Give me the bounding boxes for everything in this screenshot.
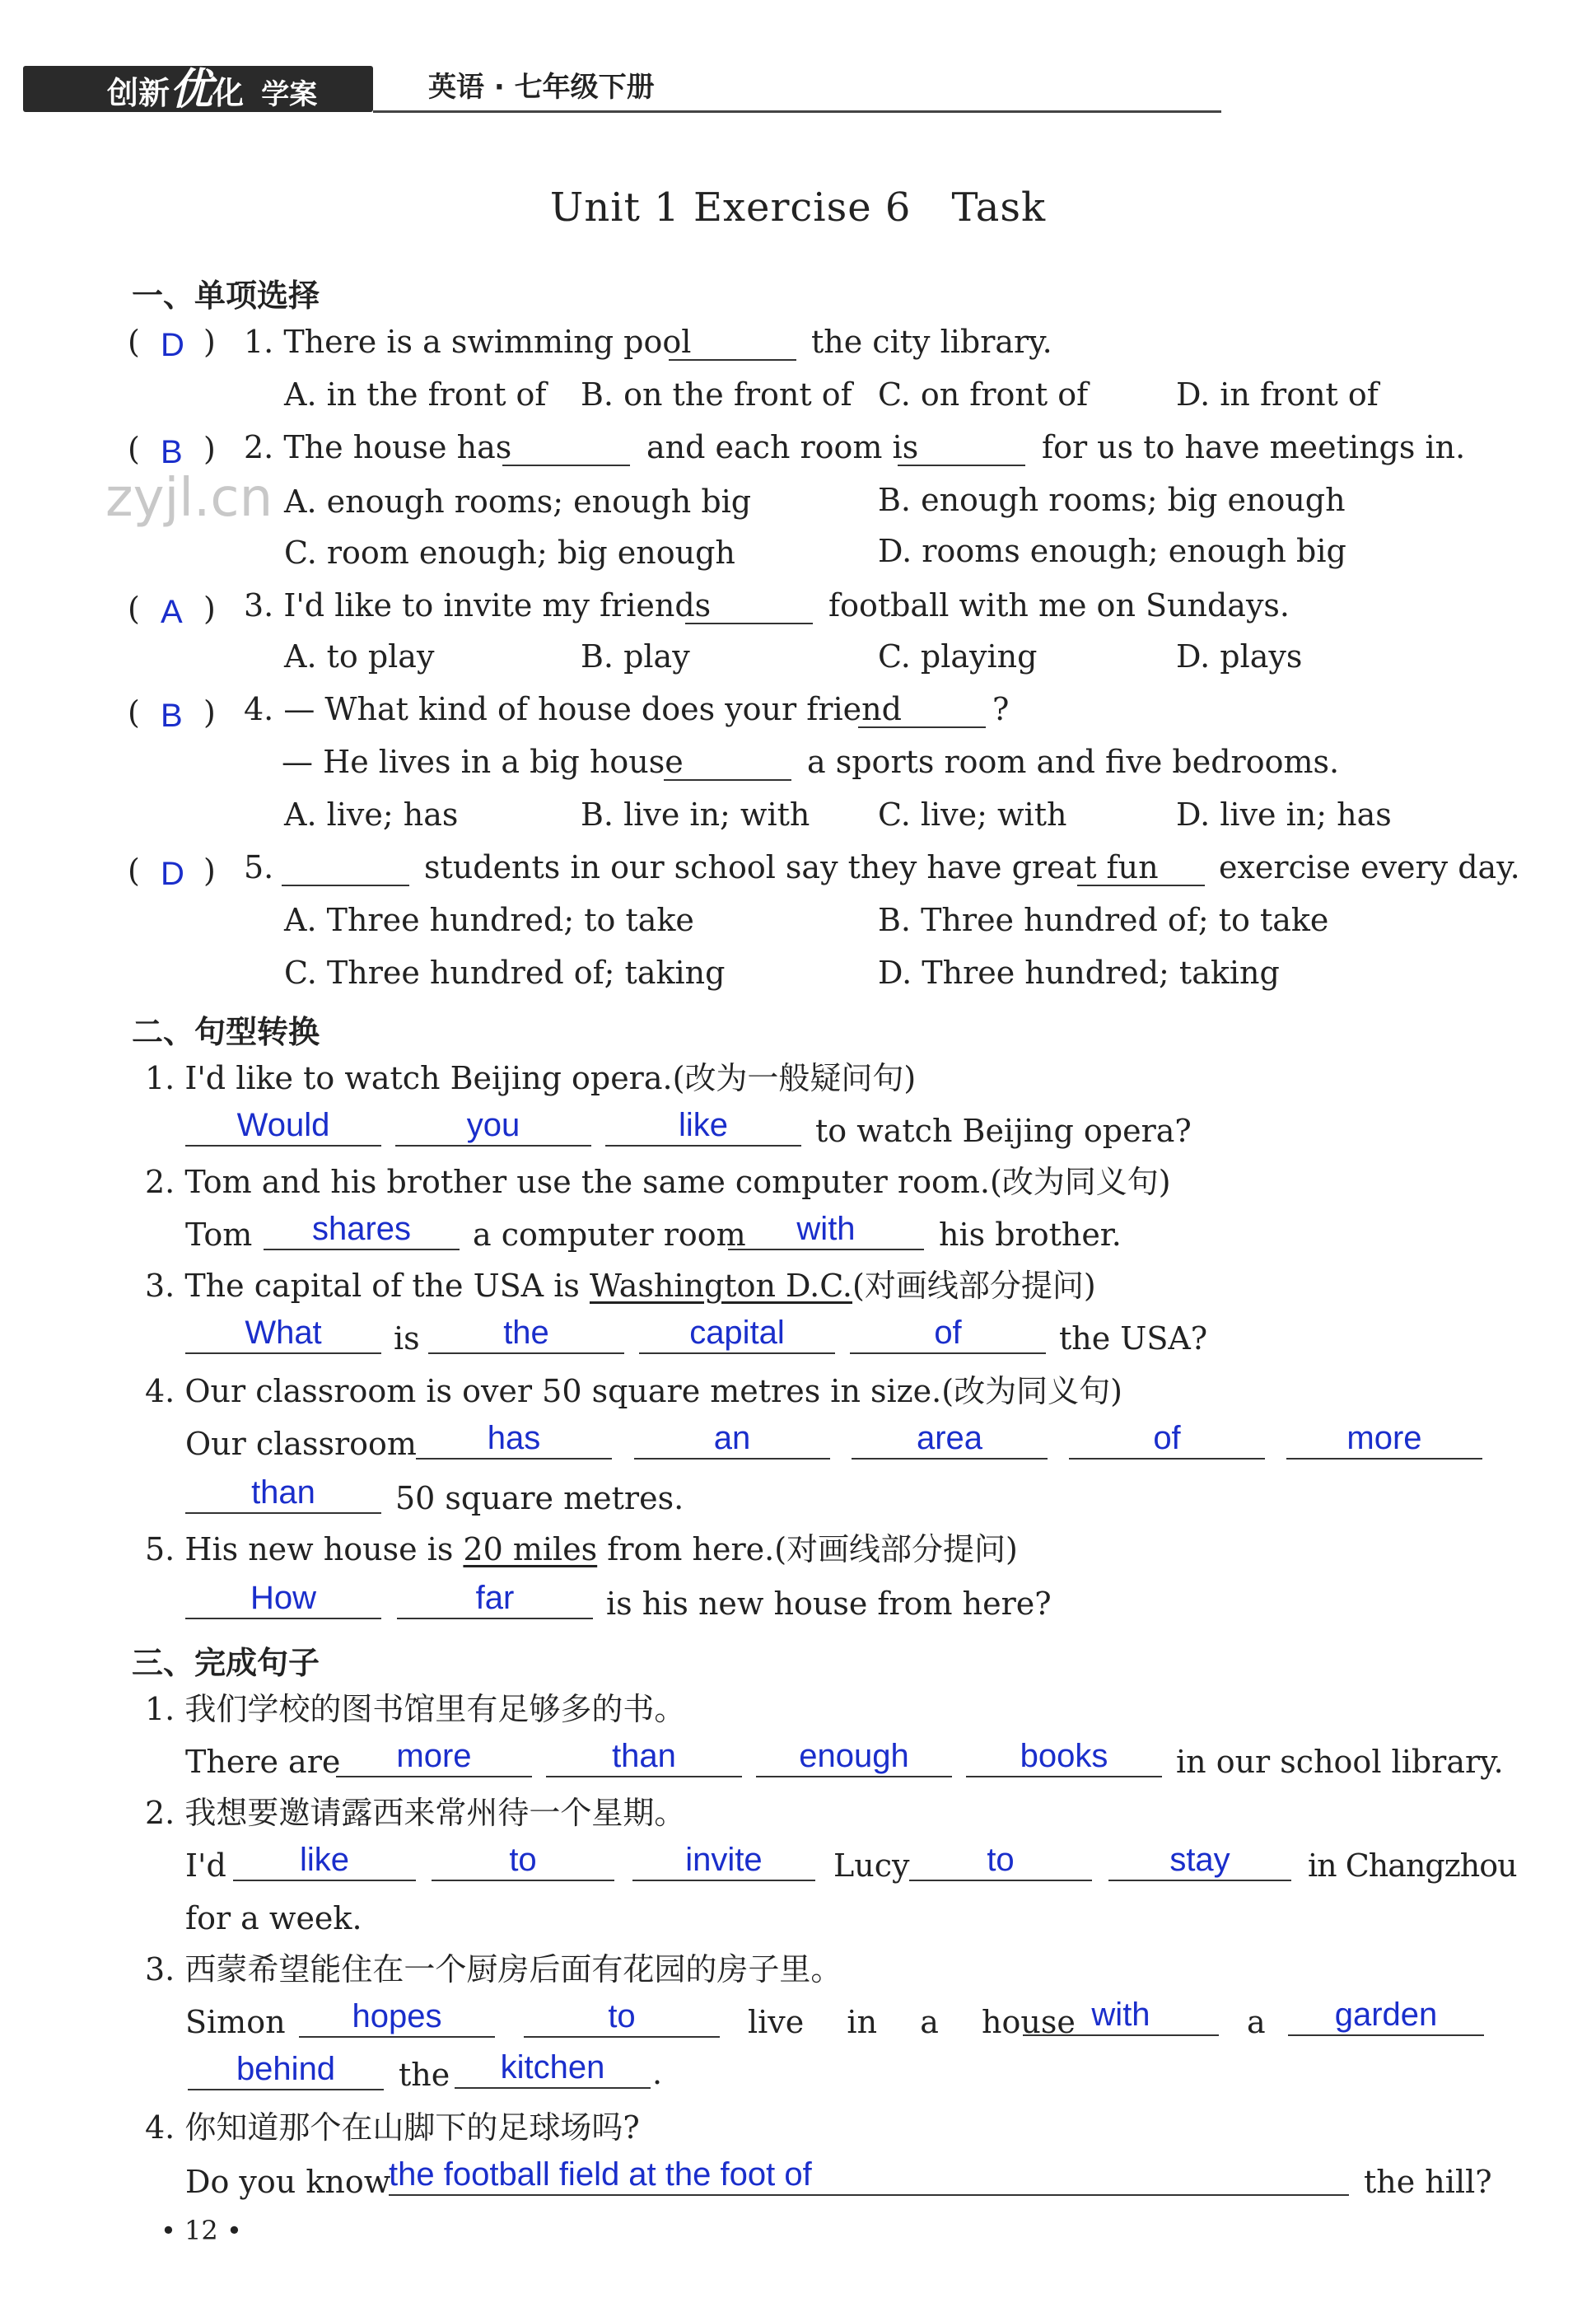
choice-answer: B [161, 434, 183, 470]
s2-item1-blank-2: you [395, 1107, 591, 1147]
q1-stem-end: the city library. [811, 324, 1052, 360]
brand-c: 化 [212, 75, 245, 111]
q1-option-b: B. on the front of [581, 376, 852, 413]
s2-item4-blank-5: more [1286, 1420, 1482, 1460]
s3-item3-blank-3: with [1023, 1997, 1219, 2036]
s3-item3-tail: . [652, 2055, 663, 2091]
paren-right: ) [203, 694, 216, 731]
s2-item3-blank-2: the [428, 1315, 624, 1354]
header-book-title: 英语 · 七年级下册 [428, 71, 655, 104]
s2-item3-underlined: Washington D.C. [589, 1268, 852, 1304]
q4-blank-2 [664, 746, 791, 781]
s2-item3-mid: is [394, 1320, 420, 1357]
s2-item5-tail: is his new house from here? [606, 1586, 1052, 1622]
s3-item3-blank-6: kitchen [455, 2049, 651, 2089]
s3-item3-lead: Simon [185, 2004, 286, 2040]
brand-d: 学案 [261, 78, 318, 111]
q4-option-d: D. live in; has [1176, 796, 1392, 833]
s3-item2-prompt: 2. 我想要邀请露西来常州待一个星期。 [145, 1795, 686, 1831]
s2-item2-mid: a computer room [473, 1217, 746, 1253]
s3-item2-blank-2: to [432, 1842, 614, 1881]
choice-answer: B [161, 698, 183, 734]
q2-option-b: B. enough rooms; big enough [878, 482, 1346, 518]
s3-item1-blank-2: than [546, 1738, 742, 1777]
s3-item1-tail: in our school library. [1176, 1744, 1504, 1780]
q4-line2-end: a sports room and five bedrooms. [807, 744, 1340, 780]
s3-item3-mid2: a [1247, 2004, 1266, 2040]
s2-item5-blank-2: far [397, 1580, 593, 1619]
s2-item4-blank-3: area [852, 1420, 1048, 1460]
s2-item3-blank-3: capital [639, 1315, 835, 1354]
q2-stem-end: for us to have meetings in. [1042, 429, 1466, 465]
q3-option-d: D. plays [1176, 638, 1303, 675]
s3-item4-prompt: 4. 你知道那个在山脚下的足球场吗? [145, 2109, 640, 2146]
s2-item4-tail: 50 square metres. [395, 1480, 684, 1516]
s2-item1-tail: to watch Beijing opera? [815, 1113, 1192, 1149]
q2-option-d: D. rooms enough; enough big [878, 533, 1346, 569]
answer-paren-5 [128, 852, 226, 890]
q5-blank-1 [282, 852, 409, 886]
paren-left: ( [128, 431, 140, 467]
choice-answer: D [161, 327, 184, 363]
page-title: Unit 1 Exercise 6 Task [549, 184, 1047, 231]
q5-option-b: B. Three hundred of; to take [878, 902, 1329, 938]
header-rule [373, 110, 1221, 113]
s3-item3-prompt: 3. 西蒙希望能住在一个厨房后面有花园的房子里。 [145, 1951, 842, 1987]
s2-item4-lead: Our classroom [185, 1426, 417, 1462]
s3-item1-prompt: 1. 我们学校的图书馆里有足够多的书。 [145, 1691, 686, 1727]
q4-option-b: B. live in; with [581, 796, 810, 833]
brand-a: 创新 [107, 75, 170, 111]
s3-item1-blank-4: books [966, 1738, 1162, 1777]
header-brand [107, 65, 318, 114]
s2-item4-blank-4: of [1069, 1420, 1265, 1460]
s2-item1-blank-1: Would [185, 1107, 381, 1147]
q5-number: 5. [244, 849, 274, 885]
s2-item5-prompt [145, 1530, 1018, 1568]
s3-item2-blank-4: to [909, 1842, 1092, 1881]
s3-item3-mid3: the [399, 2057, 450, 2093]
choice-answer: D [161, 856, 184, 892]
s2-item3-prompt-b: (对画线部分提问) [852, 1268, 1096, 1304]
s2-item4-prompt: 4. Our classroom is over 50 square metres in size.(改为同义句) [145, 1373, 1122, 1409]
s2-item3-tail: the USA? [1059, 1320, 1208, 1357]
s3-item1-blank-1: more [336, 1738, 532, 1777]
q5-stem-end: exercise every day. [1219, 849, 1520, 885]
q5-option-d: D. Three hundred; taking [878, 955, 1280, 991]
s2-item3-blank-4: of [850, 1315, 1046, 1354]
s2-item2-blank-1: shares [264, 1211, 460, 1250]
s2-item5-underlined: 20 miles [463, 1531, 598, 1567]
s3-item3-mid: live in a house [748, 2004, 1076, 2040]
s3-item1-lead: There are [185, 1744, 341, 1780]
paren-left: ( [128, 852, 140, 889]
paren-right: ) [203, 431, 216, 467]
choice-answer: A [161, 594, 183, 630]
paren-right: ) [203, 591, 216, 627]
q3-stem-end: football with me on Sundays. [828, 587, 1290, 624]
q5-blank-2 [1077, 852, 1205, 886]
s2-item5-prompt-b: from here.(对画线部分提问) [607, 1531, 1018, 1567]
s3-item3-blank-5: behind [188, 2051, 384, 2090]
q3-option-b: B. play [581, 638, 690, 675]
s2-item2-prompt: 2. Tom and his brother use the same computer room.(改为同义句) [145, 1164, 1171, 1200]
s2-item3-prompt-a: 3. The capital of the USA is [145, 1268, 580, 1304]
q4-stem-end: ? [992, 691, 1010, 727]
s3-item2-tail2: for a week. [185, 1900, 362, 1936]
q2-blank-2 [898, 432, 1025, 466]
s2-item1-blank-3: like [605, 1107, 801, 1147]
q5-option-a: A. Three hundred; to take [284, 902, 694, 938]
s3-item1-blank-3: enough [756, 1738, 952, 1777]
s2-item1-prompt: 1. I'd like to watch Beijing opera.(改为一般疑问句) [145, 1060, 917, 1096]
answer-paren-1 [128, 323, 226, 361]
s2-item4-blank-6: than [185, 1474, 381, 1514]
q2-option-a: A. enough rooms; enough big [284, 483, 752, 520]
q3-blank [685, 590, 813, 624]
s3-item4-lead: Do you know [185, 2164, 391, 2200]
s2-item3-blank-1: What [185, 1315, 381, 1354]
s3-item3-blank-1: hopes [299, 1998, 495, 2038]
paren-right: ) [203, 852, 216, 889]
q5-stem-mid: students in our school say they have great fun [424, 849, 1159, 885]
paren-left: ( [128, 324, 140, 360]
q4-option-c: C. live; with [878, 796, 1067, 833]
s3-item3-blank-2: to [524, 1998, 720, 2038]
s2-item4-blank-2: an [634, 1420, 830, 1460]
s2-item5-blank-1: How [185, 1580, 381, 1619]
s2-item4-blank-1: has [416, 1420, 612, 1460]
answer-paren-3 [128, 590, 226, 628]
watermark: zyjl.cn [105, 468, 273, 529]
s3-item2-blank-3: invite [632, 1842, 815, 1881]
section-heading-3: 三、完成句子 [132, 1645, 320, 1681]
s2-item2-blank-2: with [728, 1211, 924, 1250]
q2-stem: 2. The house has [244, 429, 512, 465]
s3-item4-tail: the hill? [1364, 2164, 1492, 2200]
q3-option-a: A. to play [284, 638, 435, 675]
q1-stem: 1. There is a swimming pool [244, 324, 692, 360]
s3-item2-mid: Lucy [833, 1847, 910, 1884]
answer-paren-2 [128, 430, 226, 468]
s3-item3-blank-4: garden [1288, 1997, 1484, 2036]
s3-item2-blank-5: stay [1108, 1842, 1291, 1881]
s3-item2-blank-1: like [233, 1842, 416, 1881]
q1-option-d: D. in front of [1176, 376, 1379, 413]
q3-option-c: C. playing [878, 638, 1038, 675]
s3-item4-blank: the football field at the foot of [389, 2156, 1349, 2196]
page-number: • 12 • [161, 2215, 242, 2246]
q2-option-c: C. room enough; big enough [284, 535, 735, 571]
answer-paren-4 [128, 694, 226, 734]
q2-stem-mid: and each room is [646, 429, 919, 465]
s2-item2-tail: his brother. [939, 1217, 1122, 1253]
s3-item2-tail: in Changzhou [1308, 1847, 1517, 1884]
q4-stem: 4. — What kind of house does your friend [244, 691, 902, 727]
s2-item5-prompt-a: 5. His new house is [145, 1531, 454, 1567]
section-heading-2: 二、句型转换 [132, 1014, 320, 1050]
section-heading-1: 一、单项选择 [132, 278, 320, 314]
q4-option-a: A. live; has [284, 796, 459, 833]
paren-right: ) [203, 324, 216, 360]
paren-left: ( [128, 694, 140, 731]
q1-blank [669, 326, 796, 361]
brand-b: 优 [170, 65, 213, 114]
q4-line2: — He lives in a big house [282, 744, 684, 780]
q5-option-c: C. Three hundred of; taking [284, 955, 726, 991]
q1-option-a: A. in the front of [284, 376, 547, 413]
q4-blank-1 [858, 694, 986, 728]
paren-left: ( [128, 591, 140, 627]
s2-item3-prompt [145, 1267, 1096, 1305]
s3-item2-lead: I'd [185, 1847, 226, 1884]
q3-stem: 3. I'd like to invite my friends [244, 587, 712, 624]
q1-option-c: C. on front of [878, 376, 1089, 413]
q2-blank-1 [502, 432, 630, 466]
s2-item2-lead: Tom [185, 1217, 253, 1253]
